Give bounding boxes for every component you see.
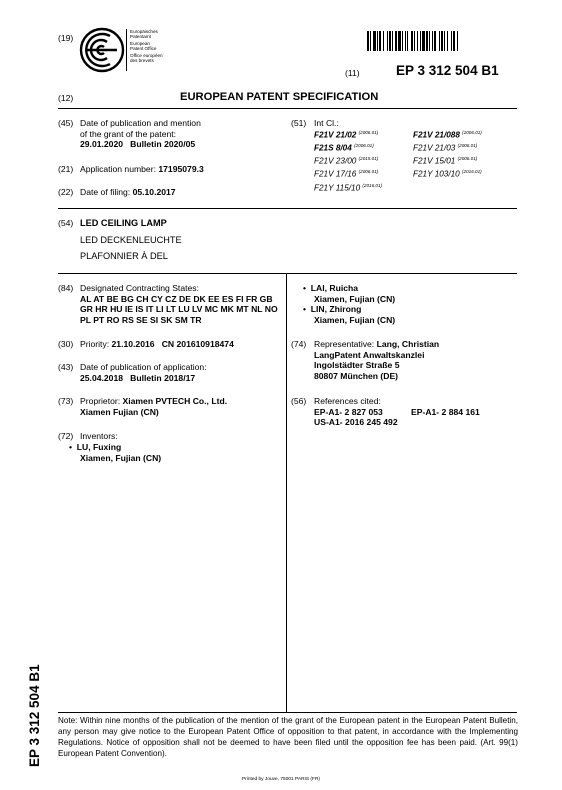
reference-item: US-A1- 2016 245 492 xyxy=(314,417,398,428)
intcl-entry: F21V 17/16 $^{(2006.01)}$ xyxy=(314,169,379,180)
intcl-entry: F21Y 115/10 $^{(2016.01)}$ xyxy=(314,182,383,193)
intcl-column-1 xyxy=(314,128,382,194)
field-code-84: (84) xyxy=(58,283,74,293)
divider-note xyxy=(58,712,517,713)
opposition-note: Note: Within nine months of the publication of the mention of the grant of the European patent in the European Patent Bulletin, any person may give notice to the European Patent Office of opposition to that patent, in accordance with the Implementing Regulations. Notice of opposition shall not be deemed to have been filed until the opposition fee has been paid. (Art. 99(1) European Patent Convention). xyxy=(58,716,518,758)
intcl-entry: F21V 23/00 $^{(2015.01)}$ xyxy=(314,156,379,167)
intcl-entry: F21V 15/01 $^{(2006.01)}$ xyxy=(413,156,478,167)
field-code-22: (22) xyxy=(58,187,74,197)
inventor-item: • LAI, Ruicha Xiamen, Fujian (CN) • LIN, Zhirong Xiamen, Fujian (CN) xyxy=(303,283,396,325)
field-code-72: (72) xyxy=(58,431,74,441)
field-code-43: (43) xyxy=(58,362,74,372)
barcode xyxy=(367,31,512,51)
reference-item: EP-A1- 2 884 161 xyxy=(411,406,480,417)
office-name: Europäisches Patentamt European Patent Office Office européen des brevets xyxy=(130,29,163,64)
intcl-entry: F21V 21/088 $^{(2006.01)}$ xyxy=(413,130,482,140)
intcl-entry: F21V 21/02 $^{(2006.01)}$ xyxy=(314,130,379,140)
field-code-11: (11) xyxy=(345,68,360,78)
field-code-12: (12) xyxy=(58,93,74,103)
proprietor-field: Proprietor: Xiamen PVTECH Co., Ltd. Xiamen Fujian (CN) xyxy=(80,396,228,417)
references-field: References cited: EP-A1- 2 827 053 EP-A1- 2 884 161 US-A1- 2016 245 492 xyxy=(314,396,514,428)
field-code-56: (56) xyxy=(291,396,307,406)
grant-publication-field: Date of publication and mention of the grant of the patent: 29.01.2020 Bulletin 2020/05 xyxy=(80,118,201,150)
side-publication-number: EP 3 312 504 B1 xyxy=(27,664,42,767)
contracting-states-field: Designated Contracting States: AL AT BE BG CH CY CZ DE DK EE ES FI FR GB GR HR HU IE IS IT LI LT LU LV MC MK MT NL NO PL PT RO RS SE SI SK SM TR xyxy=(80,283,278,325)
printer-footer: Printed by Jouve, 75001 PARIS (FR) xyxy=(241,777,321,782)
field-code-21: (21) xyxy=(58,164,74,174)
inventor-item: • LU, Fuxing Xiamen, Fujian (CN) xyxy=(69,442,162,463)
field-code-51: (51) xyxy=(291,118,307,128)
publication-number: EP 3 312 504 B1 xyxy=(396,63,499,78)
invention-title xyxy=(80,218,182,263)
field-code-74: (74) xyxy=(291,339,307,349)
field-code-19: (19) xyxy=(58,33,74,43)
reference-item: EP-A1- 2 827 053 xyxy=(314,406,383,417)
filing-date-field: Date of filing: 05.10.2017 xyxy=(80,187,176,197)
intcl-entry: F21V 21/03 $^{(2006.01)}$ xyxy=(413,143,478,153)
application-publication-field: Date of publication of application: 25.04.2018 Bulletin 2018/17 xyxy=(80,362,207,383)
intcl-column-2 xyxy=(413,128,482,181)
intcl-entry: F21Y 103/10 $^{(2016.01)}$ xyxy=(413,169,482,180)
column-divider xyxy=(286,274,287,712)
divider-2 xyxy=(58,208,517,209)
representative-field: Representative: Lang, Christian LangPatent Anwaltskanzlei Ingolstädter Straße 5 80807 München (DE) xyxy=(314,339,440,381)
title-german: LED DECKENLEUCHTE xyxy=(80,234,182,245)
inventors-label: Inventors: xyxy=(80,431,118,441)
epo-emblem-icon xyxy=(77,26,127,74)
field-code-45: (45) xyxy=(58,118,74,128)
epo-logo xyxy=(77,26,181,74)
application-number-field: Application number: 17195079.3 xyxy=(80,164,204,174)
field-code-54: (54) xyxy=(58,218,74,228)
intcl-label: Int Cl.: xyxy=(314,118,339,128)
title-french: PLAFONNIER À DEL xyxy=(80,251,168,261)
field-code-30: (30) xyxy=(58,339,74,349)
divider-3 xyxy=(58,273,517,274)
field-code-73: (73) xyxy=(58,396,74,406)
priority-field: Priority: 21.10.2016 CN 201610918474 xyxy=(80,339,234,349)
divider-top xyxy=(58,108,517,109)
intcl-entry: F21S 8/04 $^{(2006.01)}$ xyxy=(314,143,374,153)
document-title: EUROPEAN PATENT SPECIFICATION xyxy=(180,91,379,103)
title-english: LED CEILING LAMP xyxy=(80,218,167,228)
